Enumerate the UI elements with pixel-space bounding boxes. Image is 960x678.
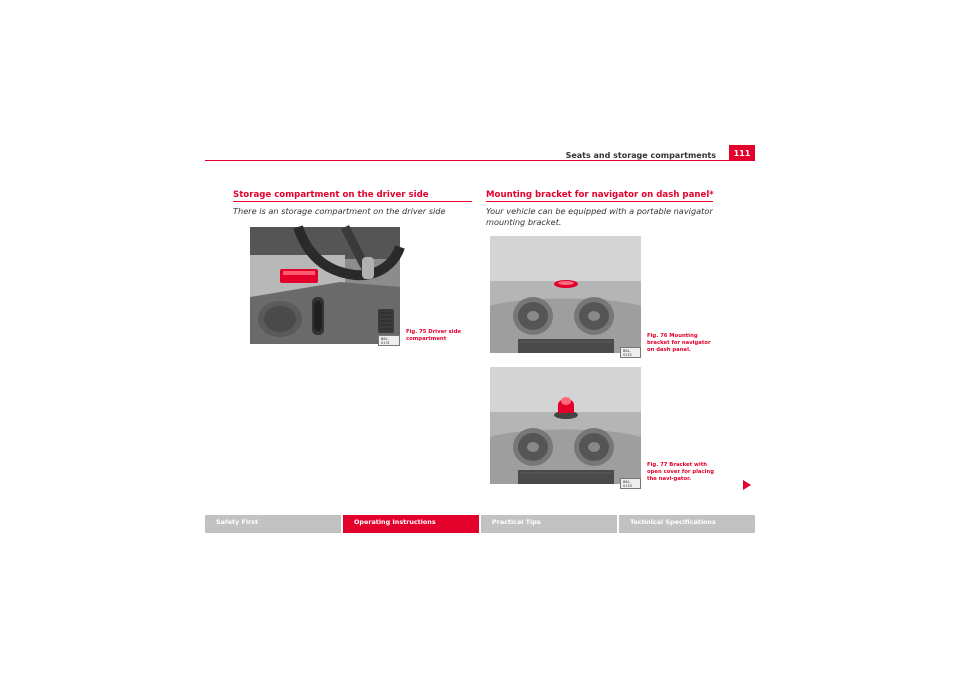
figure-code: B6L-0152 [620,347,641,358]
tab-operating-instructions[interactable]: Operating Instructions [343,515,479,533]
tab-practical-tips[interactable]: Practical Tips [481,515,617,533]
right-section-intro: Your vehicle can be equipped with a portable navigator mounting bracket. [486,206,713,227]
right-section-title: Mounting bracket for navigator on dash panel* [486,190,714,200]
left-section-title: Storage compartment on the driver side [233,190,429,200]
mounting-bracket-illustration [490,236,641,353]
driver-compartment-illustration [250,227,400,344]
figure-code: B6L-0153 [620,478,641,489]
header-rule [205,160,755,161]
running-header-title: Seats and storage compartments [565,151,716,160]
figure-mounting-bracket [490,236,641,357]
left-section-rule [233,201,472,202]
figure-bracket-open [490,367,641,488]
figure-caption: Fig. 77 Bracket with open cover for placing the navi-gator. [647,462,715,482]
page-number: 111 [729,145,755,161]
figure-caption: Fig. 76 Mounting bracket for navigator on dash panel. [647,333,711,353]
triangle-right-icon [743,480,751,490]
figure-code: B6L-0131 [378,335,400,346]
tab-safety-first[interactable]: Safety First [205,515,341,533]
figure-caption: Fig. 75 Driver side compartment [406,329,461,342]
right-section-rule [486,201,713,202]
tab-technical-specifications[interactable]: Technical Specifications [619,515,755,533]
left-section-intro: There is an storage compartment on the driver side [233,206,446,216]
figure-driver-compartment [250,227,400,344]
bracket-open-illustration [490,367,641,484]
